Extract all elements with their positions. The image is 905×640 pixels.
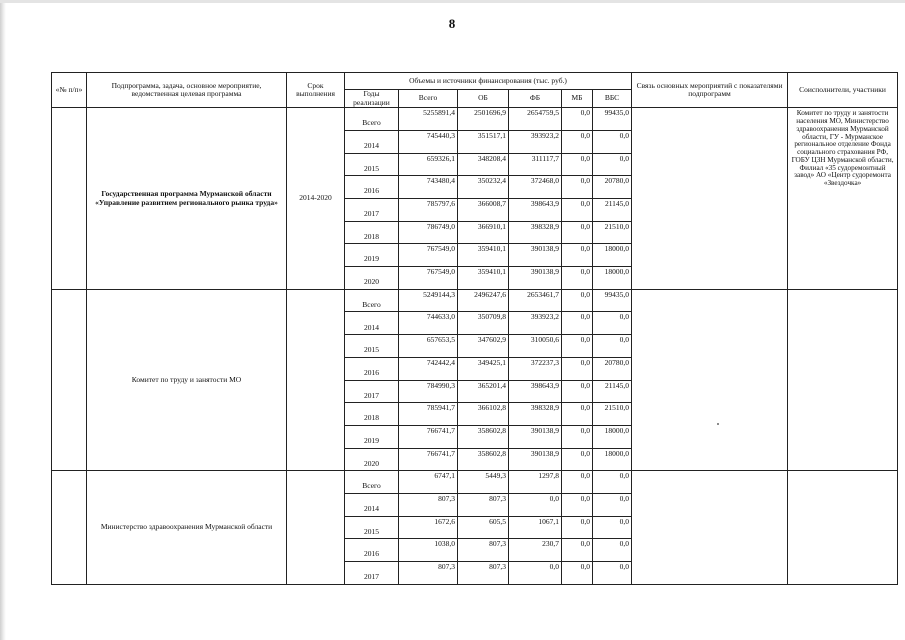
fb-cell: 1067,1 xyxy=(509,516,562,539)
year-cell: 2017 xyxy=(345,380,399,403)
mb-cell: 0,0 xyxy=(562,244,593,267)
fb-cell: 390138,9 xyxy=(509,425,562,448)
year-cell: 2020 xyxy=(345,267,399,290)
table-body xyxy=(52,108,898,584)
ob-cell: 807,3 xyxy=(458,562,509,585)
fb-cell: 398643,9 xyxy=(509,199,562,222)
section-title: Комитет по труду и занятости МО xyxy=(87,289,287,471)
total-cell: 767549,0 xyxy=(399,267,458,290)
fb-cell: 390138,9 xyxy=(509,267,562,290)
year-cell: 2017 xyxy=(345,562,399,585)
ob-cell: 351517,1 xyxy=(458,130,509,153)
mb-cell: 0,0 xyxy=(562,403,593,426)
year-cell: Всего xyxy=(345,108,399,131)
header-num: «№ п/п» xyxy=(52,73,87,108)
year-cell: 2018 xyxy=(345,403,399,426)
row-number-cell xyxy=(52,471,87,584)
link-cell xyxy=(632,289,788,471)
mb-cell: 0,0 xyxy=(562,130,593,153)
vbs-cell: 0,0 xyxy=(593,562,632,585)
year-cell: Всего xyxy=(345,471,399,494)
year-cell: 2018 xyxy=(345,221,399,244)
ob-cell: 366910,1 xyxy=(458,221,509,244)
fb-cell: 230,7 xyxy=(509,539,562,562)
total-cell: 785797,6 xyxy=(399,199,458,222)
vbs-cell: 18000,0 xyxy=(593,267,632,290)
section-title: Государственная программа Мурманской области «Управление развитием регионального рынка труда» xyxy=(87,108,287,290)
section-period xyxy=(287,289,345,471)
vbs-cell: 0,0 xyxy=(593,153,632,176)
ob-cell: 2501696,9 xyxy=(458,108,509,131)
vbs-cell: 18000,0 xyxy=(593,244,632,267)
year-cell: 2020 xyxy=(345,448,399,471)
ob-cell: 350232,4 xyxy=(458,176,509,199)
vbs-cell: 0,0 xyxy=(593,516,632,539)
mb-cell: 0,0 xyxy=(562,267,593,290)
ob-cell: 807,3 xyxy=(458,539,509,562)
year-cell: 2015 xyxy=(345,516,399,539)
header-name: Подпрограмма, задача, основное мероприятие, ведомственная целевая программа xyxy=(87,73,287,108)
year-cell: 2016 xyxy=(345,357,399,380)
header-participants: Соисполнители, участники xyxy=(788,73,898,108)
fb-cell: 2654759,5 xyxy=(509,108,562,131)
mb-cell: 0,0 xyxy=(562,357,593,380)
vbs-cell: 99435,0 xyxy=(593,108,632,131)
total-cell: 744633,0 xyxy=(399,312,458,335)
ob-cell: 807,3 xyxy=(458,493,509,516)
ob-cell: 358602,8 xyxy=(458,425,509,448)
mb-cell: 0,0 xyxy=(562,539,593,562)
link-cell xyxy=(632,471,788,584)
vbs-cell: 99435,0 xyxy=(593,289,632,312)
year-cell: 2014 xyxy=(345,493,399,516)
fb-cell: 398328,9 xyxy=(509,403,562,426)
total-cell: 766741,7 xyxy=(399,425,458,448)
year-cell: 2015 xyxy=(345,153,399,176)
vbs-cell: 0,0 xyxy=(593,471,632,494)
vbs-cell: 21510,0 xyxy=(593,221,632,244)
section-title: Министерство здравоохранения Мурманской области xyxy=(87,471,287,584)
ob-cell: 350709,8 xyxy=(458,312,509,335)
vbs-cell: 21145,0 xyxy=(593,380,632,403)
ob-cell: 359410,1 xyxy=(458,244,509,267)
total-cell: 786749,0 xyxy=(399,221,458,244)
mb-cell: 0,0 xyxy=(562,108,593,131)
mb-cell: 0,0 xyxy=(562,380,593,403)
vbs-cell: 0,0 xyxy=(593,539,632,562)
total-cell: 659326,1 xyxy=(399,153,458,176)
year-cell: 2015 xyxy=(345,335,399,358)
vbs-cell: 21145,0 xyxy=(593,199,632,222)
ob-cell: 348208,4 xyxy=(458,153,509,176)
ob-cell: 359410,1 xyxy=(458,267,509,290)
fb-cell: 393923,2 xyxy=(509,130,562,153)
vbs-cell: 0,0 xyxy=(593,335,632,358)
financing-table xyxy=(51,72,898,585)
total-cell: 807,3 xyxy=(399,562,458,585)
header-total: Всего xyxy=(399,90,458,108)
vbs-cell: 0,0 xyxy=(593,312,632,335)
fb-cell: 0,0 xyxy=(509,562,562,585)
fb-cell: 372237,3 xyxy=(509,357,562,380)
total-cell: 784990,3 xyxy=(399,380,458,403)
ob-cell: 5449,3 xyxy=(458,471,509,494)
ob-cell: 358602,8 xyxy=(458,448,509,471)
ob-cell: 349425,1 xyxy=(458,357,509,380)
vbs-cell: 18000,0 xyxy=(593,448,632,471)
fb-cell: 390138,9 xyxy=(509,448,562,471)
participants-cell: Комитет по труду и занятости населения МО, Министерство здравоохранения Мурманской области, ГУ - Мурманское региональное отделение Фонда социального страхования РФ, ГОБУ ЦЗН Мурманской области, Филиал «35 судоремонтный завод» АО «Центр судоремонта «Звездочка» xyxy=(788,108,898,290)
ob-cell: 347602,9 xyxy=(458,335,509,358)
mb-cell: 0,0 xyxy=(562,448,593,471)
section-period xyxy=(287,471,345,584)
ob-cell: 605,5 xyxy=(458,516,509,539)
section-period: 2014-2020 xyxy=(287,108,345,290)
mb-cell: 0,0 xyxy=(562,335,593,358)
participants-cell xyxy=(788,289,898,471)
mb-cell: 0,0 xyxy=(562,516,593,539)
fb-cell: 398643,9 xyxy=(509,380,562,403)
ob-cell: 366102,8 xyxy=(458,403,509,426)
page-number: 8 xyxy=(448,16,456,31)
total-cell: 785941,7 xyxy=(399,403,458,426)
link-cell xyxy=(632,108,788,290)
vbs-cell: 21510,0 xyxy=(593,403,632,426)
fb-cell: 390138,9 xyxy=(509,244,562,267)
total-cell: 742442,4 xyxy=(399,357,458,380)
year-cell: 2019 xyxy=(345,425,399,448)
fb-cell: 393923,2 xyxy=(509,312,562,335)
mb-cell: 0,0 xyxy=(562,493,593,516)
fb-cell: 372468,0 xyxy=(509,176,562,199)
fb-cell: 1297,8 xyxy=(509,471,562,494)
year-cell: Всего xyxy=(345,289,399,312)
vbs-cell: 20780,0 xyxy=(593,357,632,380)
year-cell: 2017 xyxy=(345,199,399,222)
fb-cell: 310050,6 xyxy=(509,335,562,358)
table-row xyxy=(52,108,898,131)
mb-cell: 0,0 xyxy=(562,221,593,244)
table-row xyxy=(52,289,898,312)
ob-cell: 2496247,6 xyxy=(458,289,509,312)
mb-cell: 0,0 xyxy=(562,176,593,199)
header-ob: ОБ xyxy=(458,90,509,108)
header-mb: МБ xyxy=(562,90,593,108)
ob-cell: 366008,7 xyxy=(458,199,509,222)
total-cell: 807,3 xyxy=(399,493,458,516)
mb-cell: 0,0 xyxy=(562,312,593,335)
vbs-cell: 0,0 xyxy=(593,493,632,516)
total-cell: 1672,6 xyxy=(399,516,458,539)
total-cell: 743480,4 xyxy=(399,176,458,199)
vbs-cell: 0,0 xyxy=(593,130,632,153)
mb-cell: 0,0 xyxy=(562,289,593,312)
mb-cell: 0,0 xyxy=(562,562,593,585)
total-cell: 767549,0 xyxy=(399,244,458,267)
year-cell: 2019 xyxy=(345,244,399,267)
mb-cell: 0,0 xyxy=(562,425,593,448)
year-cell: 2014 xyxy=(345,312,399,335)
header-fb: ФБ xyxy=(509,90,562,108)
vbs-cell: 20780,0 xyxy=(593,176,632,199)
year-cell: 2016 xyxy=(345,176,399,199)
table-header xyxy=(52,73,898,108)
vbs-cell: 18000,0 xyxy=(593,425,632,448)
total-cell: 5249144,3 xyxy=(399,289,458,312)
fb-cell: 311117,7 xyxy=(509,153,562,176)
total-cell: 1038,0 xyxy=(399,539,458,562)
header-years: Годы реализации xyxy=(345,90,399,108)
header-funding: Объемы и источники финансирования (тыс. руб.) xyxy=(345,73,632,90)
scan-edge-left xyxy=(0,0,6,640)
scan-speck xyxy=(717,423,719,425)
mb-cell: 0,0 xyxy=(562,471,593,494)
table-row xyxy=(52,471,898,494)
total-cell: 745440,3 xyxy=(399,130,458,153)
header-period: Срок выполнения xyxy=(287,73,345,108)
total-cell: 6747,1 xyxy=(399,471,458,494)
year-cell: 2016 xyxy=(345,539,399,562)
header-vbs: ВБС xyxy=(593,90,632,108)
header-link: Связь основных мероприятий с показателями подпрограмм xyxy=(632,73,788,108)
ob-cell: 365201,4 xyxy=(458,380,509,403)
total-cell: 5255891,4 xyxy=(399,108,458,131)
total-cell: 766741,7 xyxy=(399,448,458,471)
scan-edge-top xyxy=(0,0,905,3)
row-number-cell xyxy=(52,289,87,471)
fb-cell: 398328,9 xyxy=(509,221,562,244)
row-number-cell xyxy=(52,108,87,290)
participants-cell xyxy=(788,471,898,584)
fb-cell: 0,0 xyxy=(509,493,562,516)
total-cell: 657653,5 xyxy=(399,335,458,358)
year-cell: 2014 xyxy=(345,130,399,153)
mb-cell: 0,0 xyxy=(562,199,593,222)
fb-cell: 2653461,7 xyxy=(509,289,562,312)
mb-cell: 0,0 xyxy=(562,153,593,176)
